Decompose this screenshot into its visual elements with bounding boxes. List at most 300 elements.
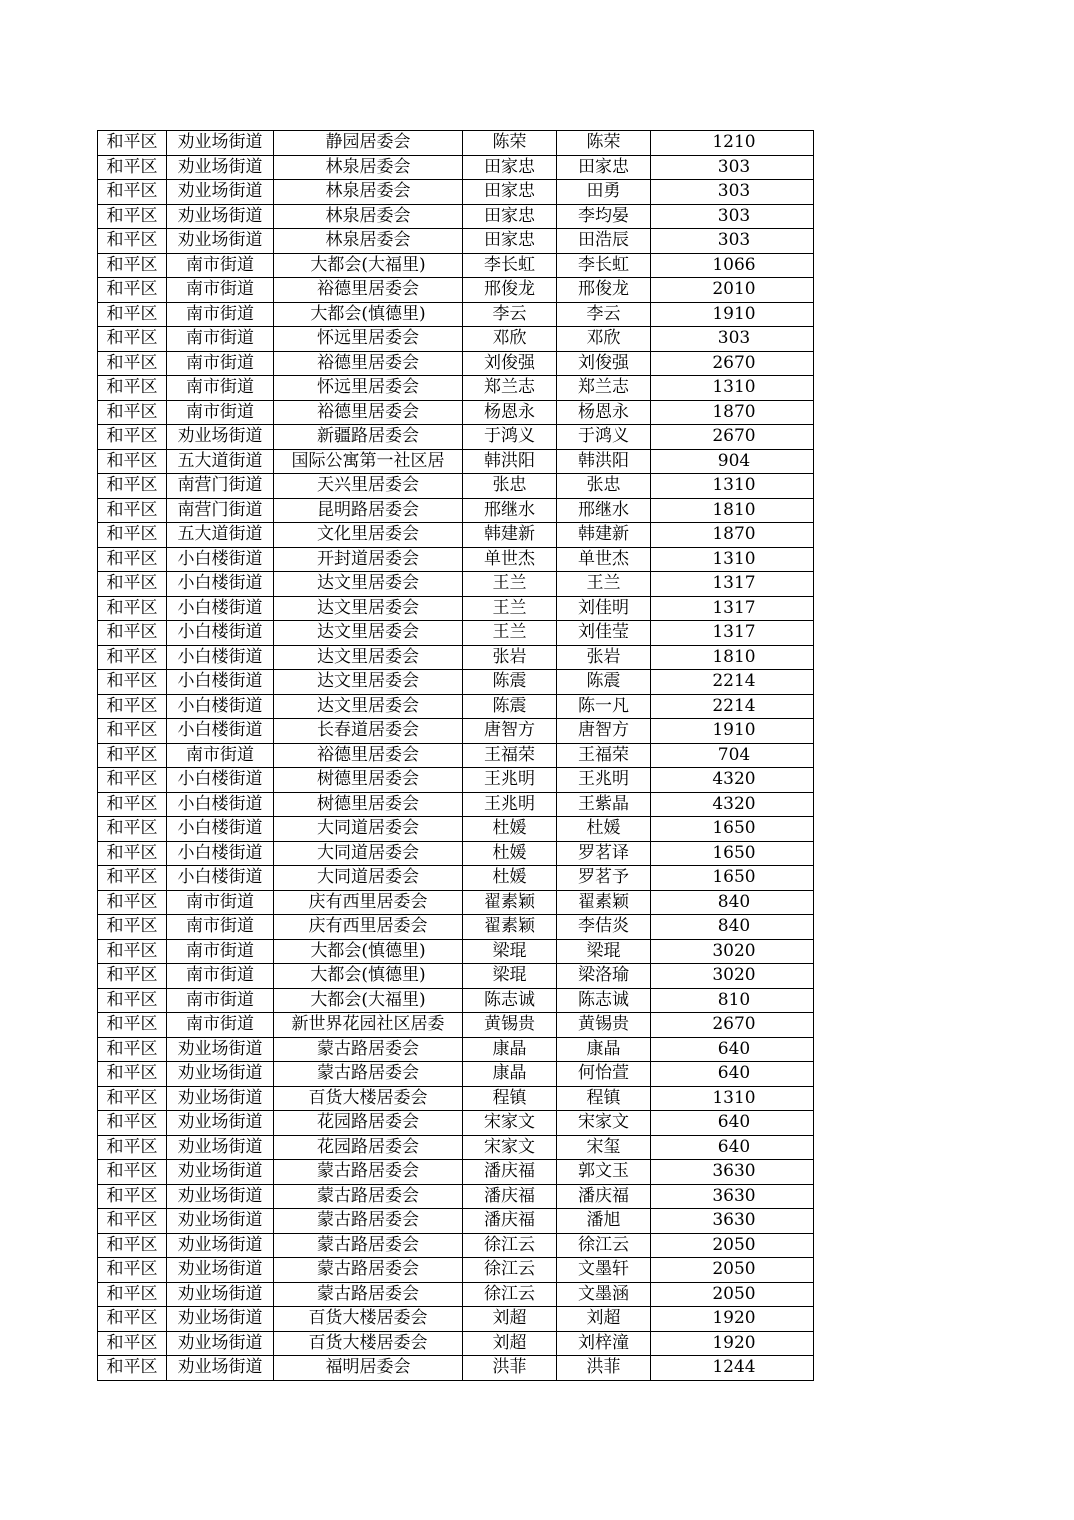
table-row: [98, 351, 814, 376]
street-cell: 南市街道: [167, 890, 274, 915]
community-cell: 达文里居委会: [274, 645, 463, 670]
amount-cell: 1920: [651, 1331, 814, 1356]
amount-cell: 1650: [651, 841, 814, 866]
head-cell: 康晶: [463, 1062, 557, 1087]
head-cell: 潘庆福: [463, 1160, 557, 1185]
district-cell: 和平区: [98, 498, 167, 523]
data-table: [97, 130, 814, 1381]
member-cell: 徐江云: [557, 1233, 651, 1258]
table-row: [98, 743, 814, 768]
table-row: [98, 1184, 814, 1209]
head-cell: 田家忠: [463, 155, 557, 180]
head-cell: 邢俊龙: [463, 278, 557, 303]
table-row: [98, 1356, 814, 1381]
head-cell: 李长虹: [463, 253, 557, 278]
member-cell: 刘佳莹: [557, 621, 651, 646]
member-cell: 张忠: [557, 474, 651, 499]
table-row: [98, 425, 814, 450]
street-cell: 小白楼街道: [167, 621, 274, 646]
street-cell: 南营门街道: [167, 474, 274, 499]
head-cell: 刘俊强: [463, 351, 557, 376]
table-row: [98, 841, 814, 866]
community-cell: 林泉居委会: [274, 155, 463, 180]
community-cell: 大同道居委会: [274, 841, 463, 866]
community-cell: 蒙古路居委会: [274, 1037, 463, 1062]
head-cell: 邓欣: [463, 327, 557, 352]
amount-cell: 4320: [651, 768, 814, 793]
member-cell: 邢俊龙: [557, 278, 651, 303]
street-cell: 小白楼街道: [167, 547, 274, 572]
amount-cell: 3020: [651, 964, 814, 989]
district-cell: 和平区: [98, 817, 167, 842]
head-cell: 潘庆福: [463, 1184, 557, 1209]
member-cell: 田浩辰: [557, 229, 651, 254]
amount-cell: 1920: [651, 1307, 814, 1332]
street-cell: 小白楼街道: [167, 694, 274, 719]
member-cell: 李云: [557, 302, 651, 327]
district-cell: 和平区: [98, 1356, 167, 1381]
district-cell: 和平区: [98, 890, 167, 915]
member-cell: 李佶炎: [557, 915, 651, 940]
table-row: [98, 1160, 814, 1185]
head-cell: 刘超: [463, 1331, 557, 1356]
community-cell: 花园路居委会: [274, 1111, 463, 1136]
table-row: [98, 645, 814, 670]
amount-cell: 1810: [651, 498, 814, 523]
district-cell: 和平区: [98, 449, 167, 474]
district-cell: 和平区: [98, 1331, 167, 1356]
street-cell: 小白楼街道: [167, 719, 274, 744]
member-cell: 陈志诚: [557, 988, 651, 1013]
table-row: [98, 1135, 814, 1160]
table-row: [98, 1258, 814, 1283]
table-row: [98, 155, 814, 180]
table-row: [98, 498, 814, 523]
street-cell: 小白楼街道: [167, 572, 274, 597]
community-cell: 蒙古路居委会: [274, 1184, 463, 1209]
community-cell: 百货大楼居委会: [274, 1331, 463, 1356]
district-cell: 和平区: [98, 988, 167, 1013]
amount-cell: 840: [651, 890, 814, 915]
amount-cell: 303: [651, 204, 814, 229]
community-cell: 文化里居委会: [274, 523, 463, 548]
head-cell: 宋家文: [463, 1135, 557, 1160]
district-cell: 和平区: [98, 866, 167, 891]
amount-cell: 640: [651, 1135, 814, 1160]
table-row: [98, 939, 814, 964]
community-cell: 大都会(慎德里): [274, 939, 463, 964]
member-cell: 田勇: [557, 180, 651, 205]
community-cell: 达文里居委会: [274, 596, 463, 621]
table-row: [98, 278, 814, 303]
table-row: [98, 474, 814, 499]
member-cell: 韩建新: [557, 523, 651, 548]
community-cell: 怀远里居委会: [274, 327, 463, 352]
district-cell: 和平区: [98, 1233, 167, 1258]
street-cell: 劝业场街道: [167, 1037, 274, 1062]
street-cell: 劝业场街道: [167, 1282, 274, 1307]
amount-cell: 3630: [651, 1160, 814, 1185]
street-cell: 小白楼街道: [167, 817, 274, 842]
head-cell: 田家忠: [463, 229, 557, 254]
amount-cell: 2050: [651, 1233, 814, 1258]
district-cell: 和平区: [98, 1086, 167, 1111]
member-cell: 宋家文: [557, 1111, 651, 1136]
amount-cell: 1244: [651, 1356, 814, 1381]
head-cell: 王兆明: [463, 792, 557, 817]
table-row: [98, 204, 814, 229]
member-cell: 李均晏: [557, 204, 651, 229]
street-cell: 小白楼街道: [167, 841, 274, 866]
district-cell: 和平区: [98, 1184, 167, 1209]
street-cell: 南市街道: [167, 743, 274, 768]
table-row: [98, 1282, 814, 1307]
head-cell: 徐江云: [463, 1282, 557, 1307]
member-cell: 王兆明: [557, 768, 651, 793]
amount-cell: 1310: [651, 1086, 814, 1111]
member-cell: 宋玺: [557, 1135, 651, 1160]
street-cell: 劝业场街道: [167, 229, 274, 254]
street-cell: 劝业场街道: [167, 1160, 274, 1185]
member-cell: 王兰: [557, 572, 651, 597]
district-cell: 和平区: [98, 302, 167, 327]
street-cell: 南营门街道: [167, 498, 274, 523]
amount-cell: 2050: [651, 1258, 814, 1283]
street-cell: 小白楼街道: [167, 645, 274, 670]
head-cell: 翟素颖: [463, 915, 557, 940]
amount-cell: 3630: [651, 1209, 814, 1234]
community-cell: 裕德里居委会: [274, 351, 463, 376]
district-cell: 和平区: [98, 1282, 167, 1307]
head-cell: 杜媛: [463, 817, 557, 842]
community-cell: 天兴里居委会: [274, 474, 463, 499]
member-cell: 邢继水: [557, 498, 651, 523]
community-cell: 国际公寓第一社区居: [274, 449, 463, 474]
district-cell: 和平区: [98, 155, 167, 180]
member-cell: 陈一凡: [557, 694, 651, 719]
table-row: [98, 1209, 814, 1234]
head-cell: 康晶: [463, 1037, 557, 1062]
table-row: [98, 1013, 814, 1038]
head-cell: 张忠: [463, 474, 557, 499]
street-cell: 劝业场街道: [167, 1184, 274, 1209]
table-row: [98, 694, 814, 719]
member-cell: 张岩: [557, 645, 651, 670]
table-row: [98, 547, 814, 572]
head-cell: 郑兰志: [463, 376, 557, 401]
table-body: [98, 131, 814, 1381]
member-cell: 韩洪阳: [557, 449, 651, 474]
amount-cell: 1910: [651, 719, 814, 744]
member-cell: 陈震: [557, 670, 651, 695]
community-cell: 花园路居委会: [274, 1135, 463, 1160]
community-cell: 大同道居委会: [274, 866, 463, 891]
member-cell: 何怡萱: [557, 1062, 651, 1087]
district-cell: 和平区: [98, 1160, 167, 1185]
head-cell: 梁琨: [463, 939, 557, 964]
community-cell: 庆有西里居委会: [274, 890, 463, 915]
head-cell: 杜媛: [463, 866, 557, 891]
amount-cell: 1210: [651, 131, 814, 156]
member-cell: 潘旭: [557, 1209, 651, 1234]
community-cell: 树德里居委会: [274, 792, 463, 817]
district-cell: 和平区: [98, 547, 167, 572]
amount-cell: 3020: [651, 939, 814, 964]
table-row: [98, 890, 814, 915]
community-cell: 福明居委会: [274, 1356, 463, 1381]
table-row: [98, 1233, 814, 1258]
table-row: [98, 572, 814, 597]
district-cell: 和平区: [98, 376, 167, 401]
district-cell: 和平区: [98, 939, 167, 964]
amount-cell: 2214: [651, 670, 814, 695]
amount-cell: 1310: [651, 474, 814, 499]
member-cell: 文墨轩: [557, 1258, 651, 1283]
head-cell: 陈震: [463, 694, 557, 719]
member-cell: 罗茗译: [557, 841, 651, 866]
street-cell: 五大道街道: [167, 449, 274, 474]
table-row: [98, 768, 814, 793]
member-cell: 康晶: [557, 1037, 651, 1062]
street-cell: 劝业场街道: [167, 131, 274, 156]
street-cell: 劝业场街道: [167, 425, 274, 450]
table-row: [98, 1111, 814, 1136]
street-cell: 小白楼街道: [167, 866, 274, 891]
street-cell: 南市街道: [167, 400, 274, 425]
amount-cell: 3630: [651, 1184, 814, 1209]
head-cell: 张岩: [463, 645, 557, 670]
member-cell: 刘梓潼: [557, 1331, 651, 1356]
street-cell: 小白楼街道: [167, 768, 274, 793]
head-cell: 田家忠: [463, 180, 557, 205]
table-row: [98, 131, 814, 156]
amount-cell: 904: [651, 449, 814, 474]
table-row: [98, 719, 814, 744]
street-cell: 南市街道: [167, 939, 274, 964]
street-cell: 南市街道: [167, 278, 274, 303]
street-cell: 劝业场街道: [167, 1356, 274, 1381]
amount-cell: 640: [651, 1111, 814, 1136]
head-cell: 黄锡贵: [463, 1013, 557, 1038]
member-cell: 梁洛瑜: [557, 964, 651, 989]
street-cell: 劝业场街道: [167, 204, 274, 229]
district-cell: 和平区: [98, 645, 167, 670]
table-row: [98, 1331, 814, 1356]
member-cell: 杜媛: [557, 817, 651, 842]
head-cell: 韩洪阳: [463, 449, 557, 474]
district-cell: 和平区: [98, 1111, 167, 1136]
head-cell: 李云: [463, 302, 557, 327]
district-cell: 和平区: [98, 180, 167, 205]
head-cell: 刘超: [463, 1307, 557, 1332]
amount-cell: 1650: [651, 866, 814, 891]
street-cell: 南市街道: [167, 302, 274, 327]
street-cell: 劝业场街道: [167, 1331, 274, 1356]
table-row: [98, 915, 814, 940]
member-cell: 梁琨: [557, 939, 651, 964]
community-cell: 怀远里居委会: [274, 376, 463, 401]
district-cell: 和平区: [98, 915, 167, 940]
community-cell: 百货大楼居委会: [274, 1086, 463, 1111]
table-row: [98, 523, 814, 548]
street-cell: 劝业场街道: [167, 1209, 274, 1234]
district-cell: 和平区: [98, 596, 167, 621]
street-cell: 劝业场街道: [167, 180, 274, 205]
district-cell: 和平区: [98, 523, 167, 548]
street-cell: 五大道街道: [167, 523, 274, 548]
amount-cell: 1317: [651, 621, 814, 646]
street-cell: 劝业场街道: [167, 1062, 274, 1087]
member-cell: 郑兰志: [557, 376, 651, 401]
district-cell: 和平区: [98, 1258, 167, 1283]
community-cell: 长春道居委会: [274, 719, 463, 744]
community-cell: 树德里居委会: [274, 768, 463, 793]
district-cell: 和平区: [98, 253, 167, 278]
amount-cell: 2050: [651, 1282, 814, 1307]
community-cell: 开封道居委会: [274, 547, 463, 572]
street-cell: 南市街道: [167, 915, 274, 940]
district-cell: 和平区: [98, 229, 167, 254]
table-row: [98, 1086, 814, 1111]
amount-cell: 2670: [651, 351, 814, 376]
member-cell: 黄锡贵: [557, 1013, 651, 1038]
head-cell: 王兰: [463, 596, 557, 621]
district-cell: 和平区: [98, 1307, 167, 1332]
community-cell: 蒙古路居委会: [274, 1209, 463, 1234]
street-cell: 劝业场街道: [167, 155, 274, 180]
amount-cell: 303: [651, 180, 814, 205]
member-cell: 刘俊强: [557, 351, 651, 376]
table-row: [98, 988, 814, 1013]
district-cell: 和平区: [98, 964, 167, 989]
amount-cell: 704: [651, 743, 814, 768]
table-row: [98, 376, 814, 401]
community-cell: 蒙古路居委会: [274, 1282, 463, 1307]
head-cell: 王福荣: [463, 743, 557, 768]
member-cell: 田家忠: [557, 155, 651, 180]
amount-cell: 1650: [651, 817, 814, 842]
community-cell: 达文里居委会: [274, 694, 463, 719]
street-cell: 小白楼街道: [167, 670, 274, 695]
head-cell: 杨恩永: [463, 400, 557, 425]
community-cell: 裕德里居委会: [274, 743, 463, 768]
district-cell: 和平区: [98, 425, 167, 450]
amount-cell: 1810: [651, 645, 814, 670]
amount-cell: 840: [651, 915, 814, 940]
district-cell: 和平区: [98, 474, 167, 499]
table-row: [98, 1307, 814, 1332]
head-cell: 韩建新: [463, 523, 557, 548]
street-cell: 小白楼街道: [167, 792, 274, 817]
head-cell: 唐智方: [463, 719, 557, 744]
table-row: [98, 253, 814, 278]
street-cell: 劝业场街道: [167, 1233, 274, 1258]
amount-cell: 303: [651, 155, 814, 180]
community-cell: 林泉居委会: [274, 180, 463, 205]
amount-cell: 640: [651, 1062, 814, 1087]
street-cell: 劝业场街道: [167, 1135, 274, 1160]
member-cell: 文墨涵: [557, 1282, 651, 1307]
table-row: [98, 327, 814, 352]
amount-cell: 1870: [651, 523, 814, 548]
table-row: [98, 229, 814, 254]
street-cell: 劝业场街道: [167, 1307, 274, 1332]
street-cell: 劝业场街道: [167, 1258, 274, 1283]
community-cell: 大都会(慎德里): [274, 302, 463, 327]
member-cell: 杨恩永: [557, 400, 651, 425]
table-row: [98, 866, 814, 891]
district-cell: 和平区: [98, 768, 167, 793]
table-row: [98, 1062, 814, 1087]
street-cell: 南市街道: [167, 327, 274, 352]
head-cell: 陈志诚: [463, 988, 557, 1013]
district-cell: 和平区: [98, 572, 167, 597]
community-cell: 裕德里居委会: [274, 278, 463, 303]
district-cell: 和平区: [98, 327, 167, 352]
head-cell: 王兰: [463, 621, 557, 646]
amount-cell: 1310: [651, 547, 814, 572]
head-cell: 潘庆福: [463, 1209, 557, 1234]
amount-cell: 2670: [651, 425, 814, 450]
community-cell: 蒙古路居委会: [274, 1062, 463, 1087]
amount-cell: 1066: [651, 253, 814, 278]
head-cell: 王兆明: [463, 768, 557, 793]
member-cell: 单世杰: [557, 547, 651, 572]
community-cell: 林泉居委会: [274, 229, 463, 254]
district-cell: 和平区: [98, 131, 167, 156]
member-cell: 陈荣: [557, 131, 651, 156]
street-cell: 劝业场街道: [167, 1111, 274, 1136]
amount-cell: 1310: [651, 376, 814, 401]
member-cell: 翟素颖: [557, 890, 651, 915]
community-cell: 新世界花园社区居委: [274, 1013, 463, 1038]
community-cell: 达文里居委会: [274, 621, 463, 646]
street-cell: 南市街道: [167, 1013, 274, 1038]
community-cell: 大都会(慎德里): [274, 964, 463, 989]
community-cell: 静园居委会: [274, 131, 463, 156]
table-row: [98, 817, 814, 842]
amount-cell: 2214: [651, 694, 814, 719]
district-cell: 和平区: [98, 1135, 167, 1160]
member-cell: 郭文玉: [557, 1160, 651, 1185]
member-cell: 于鸿义: [557, 425, 651, 450]
district-cell: 和平区: [98, 719, 167, 744]
community-cell: 昆明路居委会: [274, 498, 463, 523]
street-cell: 南市街道: [167, 988, 274, 1013]
head-cell: 宋家文: [463, 1111, 557, 1136]
amount-cell: 640: [651, 1037, 814, 1062]
amount-cell: 4320: [651, 792, 814, 817]
district-cell: 和平区: [98, 204, 167, 229]
district-cell: 和平区: [98, 278, 167, 303]
district-cell: 和平区: [98, 1062, 167, 1087]
head-cell: 田家忠: [463, 204, 557, 229]
community-cell: 大同道居委会: [274, 817, 463, 842]
member-cell: 唐智方: [557, 719, 651, 744]
community-cell: 百货大楼居委会: [274, 1307, 463, 1332]
head-cell: 洪菲: [463, 1356, 557, 1381]
community-cell: 大都会(大福里): [274, 988, 463, 1013]
table-row: [98, 302, 814, 327]
district-cell: 和平区: [98, 400, 167, 425]
district-cell: 和平区: [98, 1013, 167, 1038]
amount-cell: 2670: [651, 1013, 814, 1038]
district-cell: 和平区: [98, 694, 167, 719]
district-cell: 和平区: [98, 621, 167, 646]
community-cell: 达文里居委会: [274, 670, 463, 695]
table-row: [98, 670, 814, 695]
amount-cell: 303: [651, 229, 814, 254]
